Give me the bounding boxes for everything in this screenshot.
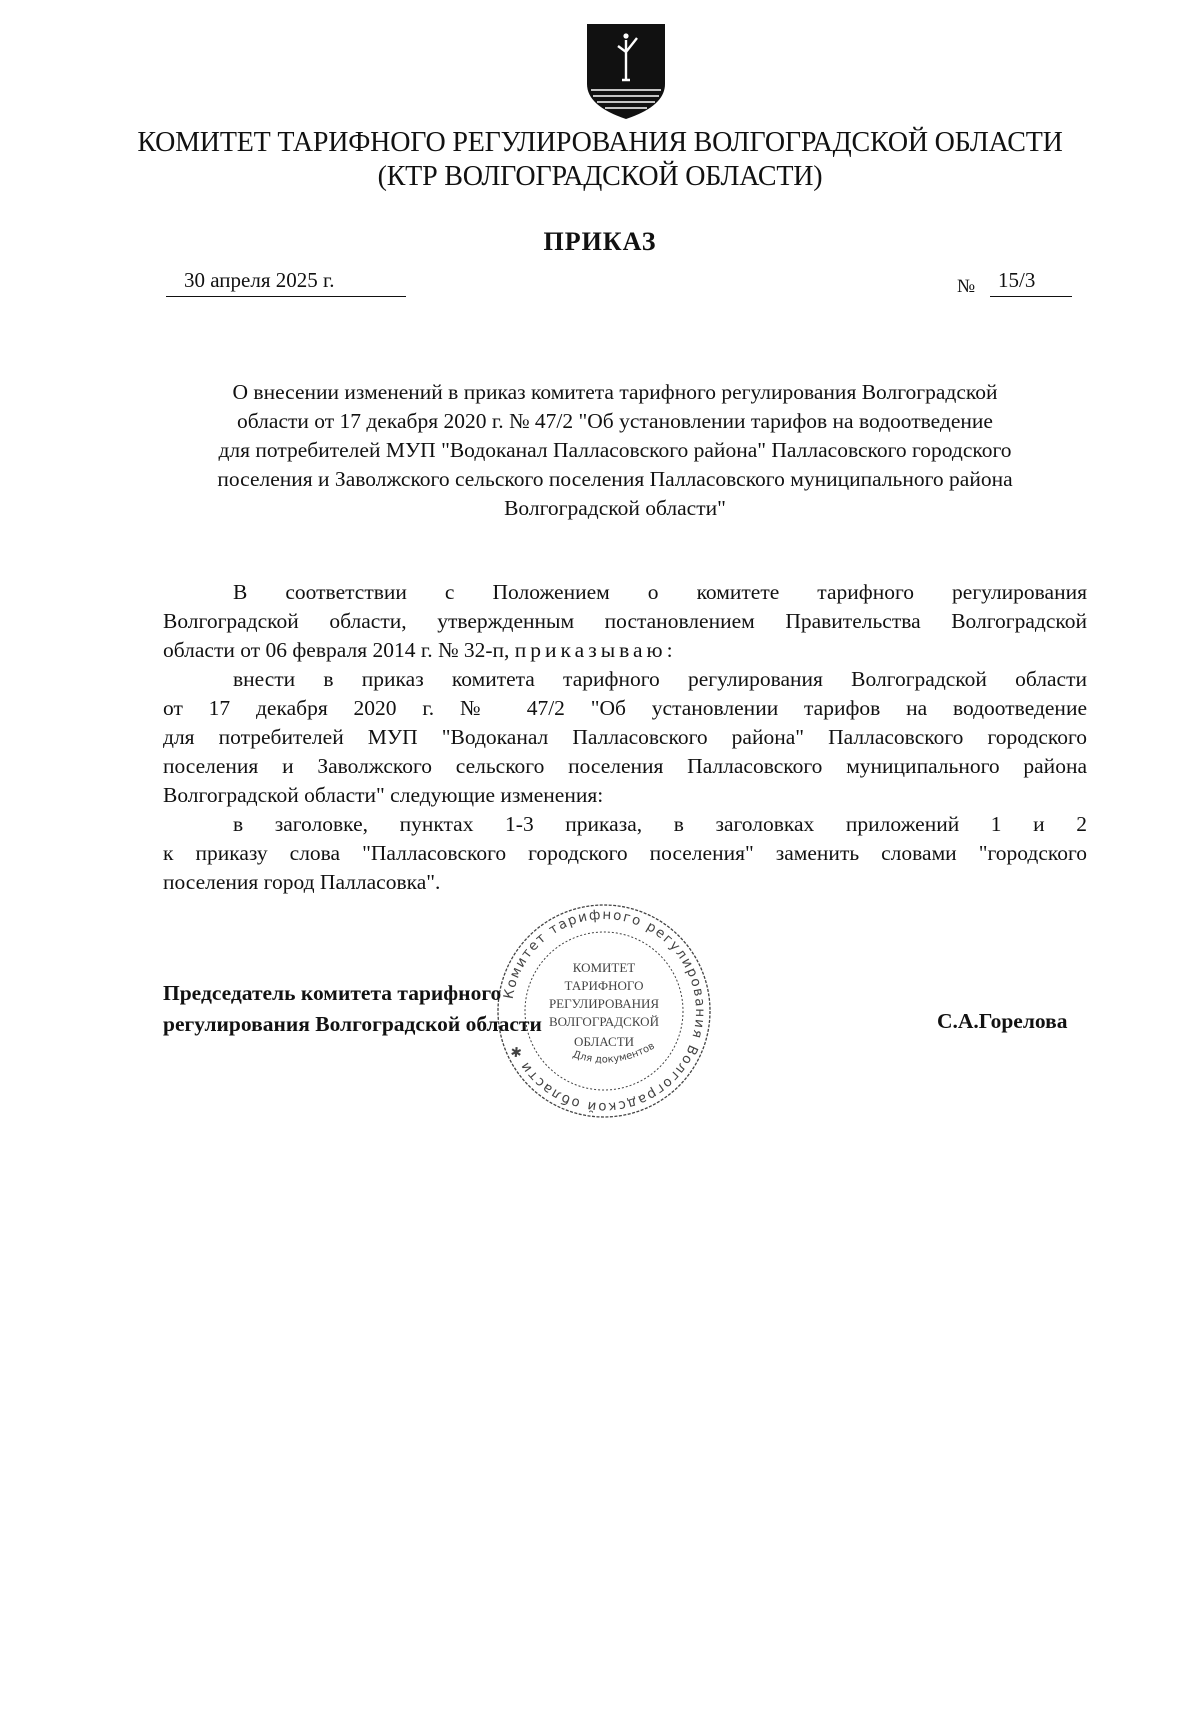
- body-line: для потребителей МУП "Водоканал Палласовского района" Палласовского городского: [163, 725, 1087, 749]
- order-verb: приказываю:: [514, 638, 677, 662]
- body-line: Волгоградской области" следующие изменения:: [163, 783, 604, 807]
- svg-text:КОМИТЕТ: КОМИТЕТ: [572, 960, 636, 975]
- organization-abbreviation: (КТР ВОЛГОГРАДСКОЙ ОБЛАСТИ): [377, 161, 823, 192]
- number-sign: №: [957, 276, 976, 297]
- body-line: внести в приказ комитета тарифного регулирования Волгоградской области: [233, 667, 1087, 691]
- body-line: Волгоградской области, утвержденным постановлением Правительства Волгоградской: [163, 609, 1087, 633]
- subject-line: поселения и Заволжского сельского поселения Палласовского муниципального района: [217, 467, 1013, 491]
- svg-text:Комитет тарифного регулировани: Комитет тарифного регулирования Волгоградской области ✱: [500, 906, 709, 1116]
- body-line: в заголовке, пунктах 1-3 приказа, в заголовках приложений 1 и 2: [233, 812, 1087, 836]
- subject-line: области от 17 декабря 2020 г. № 47/2 "Об установлении тарифов на водоотведение: [237, 409, 993, 433]
- document-subject: [150, 378, 1080, 523]
- body-line: поселения город Палласовка".: [163, 870, 441, 894]
- document-type-title: ПРИКАЗ: [543, 227, 657, 256]
- body-line: от 17 декабря 2020 г. № 47/2 "Об установлении тарифов на водоотведение: [163, 696, 1087, 720]
- svg-text:РЕГУЛИРОВАНИЯ: РЕГУЛИРОВАНИЯ: [548, 996, 660, 1011]
- body-line: В соответствии с Положением о комитете тарифного регулирования: [233, 580, 1087, 604]
- official-seal-stamp: [493, 900, 715, 1122]
- body-line: [163, 636, 1087, 665]
- document-number: 15/3: [990, 268, 1072, 297]
- document-body: [163, 578, 1087, 897]
- body-text: области от 06 февраля 2014 г. № 32-п,: [163, 638, 510, 662]
- signatory-title: [163, 978, 542, 1040]
- body-line: к приказу слова "Палласовского городского поселения" заменить словами "городского: [163, 841, 1087, 865]
- subject-line: О внесении изменений в приказ комитета тарифного регулирования Волгоградской: [232, 380, 998, 404]
- signatory-name: С.А.Горелова: [937, 1009, 1068, 1033]
- svg-text:ВОЛГОГРАДСКОЙ: ВОЛГОГРАДСКОЙ: [549, 1014, 659, 1029]
- subject-line: Волгоградской области": [504, 496, 726, 520]
- svg-text:ОБЛАСТИ: ОБЛАСТИ: [573, 1034, 635, 1049]
- signatory-title-line: регулирования Волгоградской области: [163, 1012, 542, 1036]
- signatory-title-line: Председатель комитета тарифного: [163, 981, 502, 1005]
- svg-text:ТАРИФНОГО: ТАРИФНОГО: [564, 978, 644, 993]
- body-line: поселения и Заволжского сельского поселения Палласовского муниципального района: [163, 754, 1087, 778]
- subject-line: для потребителей МУП "Водоканал Палласовского района" Палласовского городского: [218, 438, 1012, 462]
- document-date: 30 апреля 2025 г.: [166, 268, 406, 297]
- organization-name: КОМИТЕТ ТАРИФНОГО РЕГУЛИРОВАНИЯ ВОЛГОГРАДСКОЙ ОБЛАСТИ: [137, 127, 1063, 158]
- svg-text:Для документов: Для документов: [571, 1040, 657, 1066]
- coat-of-arms-icon: [585, 22, 667, 122]
